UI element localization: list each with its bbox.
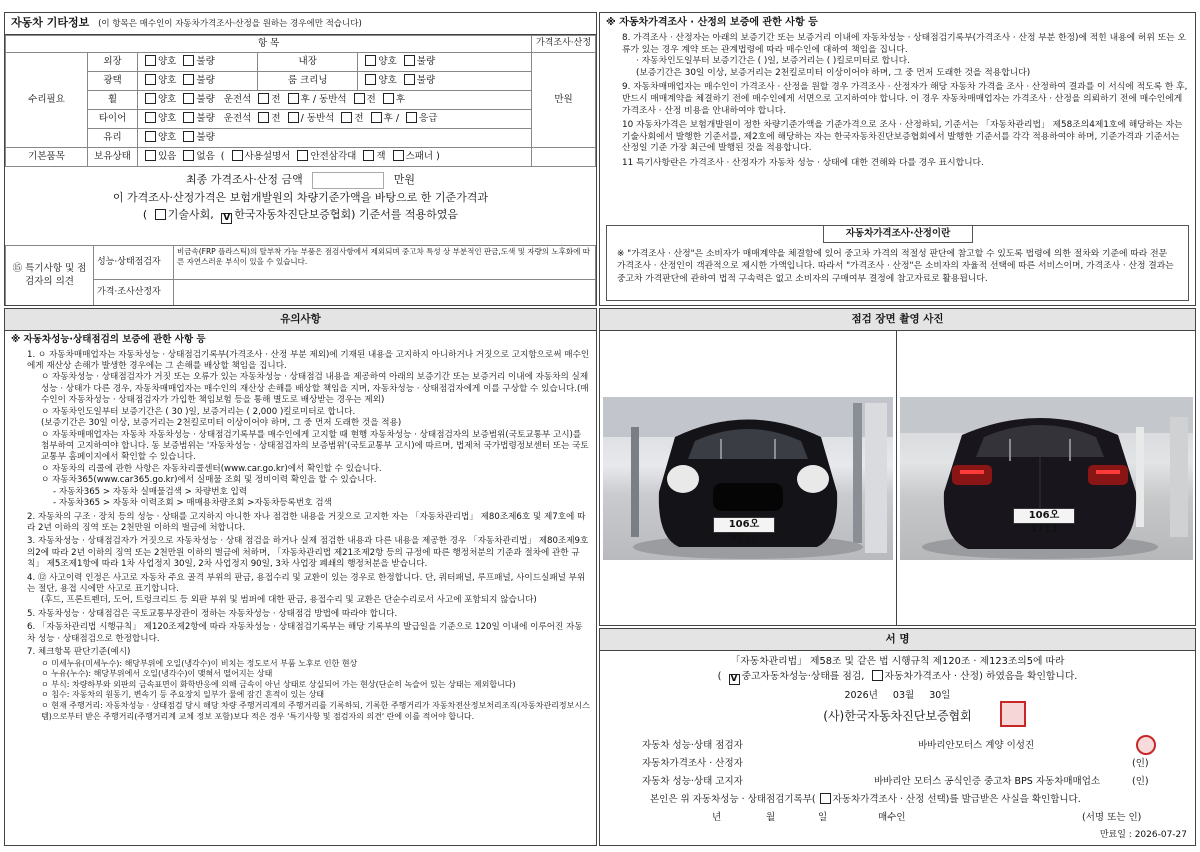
wheel-driver-front-checkbox[interactable] [258,93,269,104]
price-check-checkbox[interactable] [872,670,883,681]
definition-title: 자동차가격조사·산정이란 [823,225,973,243]
note-1d: ㅇ 자동차매매업자는 자동차 자동차성능 · 상태점검기록부를 매수인에게 고지할 때 현행 자동차성능 · 상태점검자의 보증범위(국토교통부 고시)를 첨부하여 고지하여야 합니다. 동 보증범위는 '자동차성능 · 상태점검자의 보증범위'(국토교통부 고시)에 따르며, 법제처 국가법령정보센터 또는 국토교통부 홈페이지에서 확인할 수 있습니다. [41,429,589,463]
col-item: 항 목 [6,36,532,53]
performance-check-checkbox[interactable] [729,674,740,685]
row-exterior: 외장 [88,53,138,72]
row-tire: 타이어 [88,110,138,129]
note-1a: 1. ㅇ 자동차매매업자는 자동차성능 · 상태점검기록부(가격조사 · 산정 부분 제외)에 기재된 내용을 고지하지 아니하거나 거짓으로 고지함으로써 매수인에게 재산상 손해가 발생한 경우에는 그 손해를 배상할 책임을 집니다. [27,349,590,372]
tire-pass-rear-checkbox[interactable] [371,112,382,123]
note-2: 2. 자동차의 구조 · 장치 등의 성능 · 상태를 고지하지 아니한 자나 점검한 내용을 거짓으로 고지한 자는 「자동차관리법」 제80조제6호 및 제7호에 따라 2년 이하의 징역 또는 2천만원 이하의 벌금에 처합니다. [27,511,586,533]
note-1f: ㅇ 자동차365(www.car365.go.kr)에서 실매물 조회 및 정비이력 확인을 할 수 있습니다. [41,475,377,486]
definition-text: ※ "가격조사 · 산정"은 소비자가 매매계약을 체결함에 있어 중고차 가격의 적절성 판단에 참고할 수 있도록 법령에 의한 절차와 기준에 따라 전문 가격조사 · 산정인이 객관적으로 제시한 가액입니다. 따라서 "가격조사 · 산정"은 소비자의 자율적 선택에 따른 서비스이며, 가격조사 · 산정 결과는 중고차 가격판단에 관하여 법적 구속력은 없고 소비자의 구매여부 결정에 참고자료로 활용됩니다. [617,249,1174,284]
note-7d: ㅇ 침수: 자동차의 원동기, 변속기 등 주요장치 일부가 물에 잠긴 흔적이 있는 상태 [41,690,325,700]
final-price-unit: 만원 [393,173,415,186]
note-1f1: - 자동차365 > 자동차 실매물검색 > 차량번호 입력 [53,486,248,497]
exterior-bad-checkbox[interactable] [183,55,194,66]
price-assessor-label: 자동차가격조사 · 산정자 [642,758,743,769]
repair-label: 수리필요 [6,53,88,148]
row-interior: 내장 [258,53,358,72]
gloss-good-checkbox[interactable] [145,74,156,85]
has-checkbox[interactable] [145,150,156,161]
tire-emergency-checkbox[interactable] [406,112,417,123]
col-price: 가격조사·산정 [532,36,596,53]
rear-car-photo [900,397,1193,560]
row-gloss: 광택 [88,72,138,91]
wheel-pass-front-checkbox[interactable] [354,93,365,104]
notes-title: ※ 자동차성능·상태점검의 보증에 관한 사항 등 [11,334,206,345]
glass-good-checkbox[interactable] [145,131,156,142]
wheel-good-checkbox[interactable] [145,93,156,104]
tire-driver-rear-checkbox[interactable] [288,112,299,123]
note-7c: ㅇ 부식: 차량하부와 외판의 금속표면이 화학반응에 의해 금속이 아닌 상태로 상실되어 가는 현상(단순히 녹슬어 있는 상태는 제외합니다) [41,679,516,689]
note-5: 5. 자동차성능 · 상태점검은 국토교통부장관이 정하는 자동차성능 · 상태점검 방법에 따라야 합니다. [27,608,398,619]
note-4b: (후드, 프론트펜더, 도어, 트렁크리드 등 외판 부위 및 범퍼에 대한 판금, 용접수리 및 교환은 단순수리로서 사고에 포함되지 않습니다) [41,595,537,606]
vehicle-info-title-bar [5,13,596,35]
price-opinion-text[interactable] [174,280,596,306]
buyer-label: 매수인 [878,812,906,823]
row-wheel: 휠 [88,91,138,110]
signature-header: 서 명 [600,629,1195,651]
notes-panel [4,308,597,846]
notes-header: 유의사항 [5,309,596,331]
note-1b: ㅇ 자동차성능 · 상태점검자가 거짓 또는 오류가 있는 자동차성능 · 상태점검 내용을 제공하여 아래의 보증기간 또는 보증거리 이내에 자동차의 실제 성능 · 상태가 다른 경우, 자동차매매업자는 매수인의 재산상 손해를 배상할 책임을 지며, 자동차성능 · 상태점검자에게 이를 구상할 수 있습니다.(매수인이 자동차성능 · 상태점검자가 가입한 책임보험 등을 통해 별도로 배상받는 경우는 제외) [41,372,589,406]
price-item-9: 9. 자동차매매업자는 매수인이 가격조사 · 산정을 원할 경우 가격조사 · 산정자가 해당 자동차 가격을 조사 · 산정하여 결과를 이 서식에 적도록 한 후, 반드시 매매계약을 체결하기 전에 매수인에게 서면으로 고지하여야 합니다. 이 경우 자동차매매업자는 가격조사 · 산정을 의뢰하기 전에 매수인에게 가격조사 · 산정 비용을 안내하여야 합니다. [622,82,1188,116]
tire-good-checkbox[interactable] [145,112,156,123]
inspector-seal-icon [1136,735,1156,755]
note-7e: ㅇ 현재 주행거리: 자동차성능 · 상태점검 당시 해당 차량 주행거리계의 주행거리를 기록하되, 기록한 주행거리가 자동차전산정보처리조직(자동차관리정보시스템)으로부터 받은 주행거리(주행거리계 교체 정보 포함)보다 적은 경우 '특기사항 및 점검자의 의견' 란에 이를 적어야 합니다. [41,701,590,721]
price-item-11: 11 특기사항란은 가격조사 · 산정자가 자동차 성능 · 상태에 대한 견해와 다를 경우 표시합니다. [622,158,984,169]
photo-divider [896,331,897,625]
buyer-sign-field[interactable]: (서명 또는 인) [1082,812,1142,823]
final-price-label: 최종 가격조사·산정 금액 [185,173,303,186]
price-item-8: 8. 가격조사 · 산정자는 아래의 보증기간 또는 보증거리 이내에 자동차성능 · 상태점검기록부(가격조사 · 산정 부분 한정)에 적힌 내용에 허위 또는 오류가 있는 경우 계약 또는 관계법령에 따라 매수인에 대하여 책임을 집니다. [622,33,1186,55]
inspector-label: 자동차 성능·상태 점검자 [642,740,743,751]
signature-panel: 서 명 「자동차관리법」 제58조 및 같은 법 시행규칙 제120조 · 제123조의5에 따라 ( V중고자동차성능·상태를 점검, 자동차가격조사 · 산정) 하였음을 확인합니다. 2026년 03월 30일 (사)한국자동차진단보증협회 자동차 성능·상태 점검자 바바리안모터스 계양 이성진 자동차가격조사 · 산정자 (인) 자동차 성능·상태 고지자 바바리안 모터스 공식인증 중고차 BPS 자동차매매업소 (인) 본인은 위 자동차성능 · 상태점검기록부( 자동차가격조사 · 산정 선택)를 발급받은 사실을 확인합니다. 년 월 일 매수인 (서명 또는 인) 만료일 : 2026-07-27 [599,628,1196,846]
tire-pass-front-checkbox[interactable] [341,112,352,123]
association-name: (사)한국자동차진단보증협회 [823,708,972,723]
notifier-name: 바바리안 모터스 공식인증 중고차 BPS 자동차매매업소 [874,776,1101,787]
vehicle-info-title-note: (이 항목은 매수인이 자동차가격조사·산정을 원하는 경우에만 적습니다) [98,19,362,29]
sign-year: 2026년 [844,689,878,701]
inspection-opinion-label: 성능·상태점검자 [94,246,174,280]
note-1c2: (보증기간은 30일 이상, 보증거리는 2천킬로미터 이상이어야 하며, 그 중 먼저 도래한 것을 적용) [41,418,402,429]
rear-license-plate: 106오 3711 [1013,508,1075,524]
wheel-pass-rear-checkbox[interactable] [383,93,394,104]
interior-bad-checkbox[interactable] [404,55,415,66]
cleaning-good-checkbox[interactable] [365,74,376,85]
vehicle-info-title: 자동차 기타정보 [11,16,90,29]
note-6: 6. 「자동차관리법 시행규칙」 제120조제2항에 따라 자동차성능 · 상태점검기록부는 해당 기록부의 발급일을 기준으로 120일 이내에 이루어진 자동차 성능 · 상태점검으로 한정합니다. [27,622,583,644]
manual-checkbox[interactable] [232,150,243,161]
interior-good-checkbox[interactable] [365,55,376,66]
vehicle-info-panel [4,12,597,306]
note-3: 3. 자동차성능 · 상태점검자가 거짓으로 자동차성능 · 상태 점검을 하거나 실제 점검한 내용과 다른 내용을 제공한 경우 「자동차관리법」 제80조제9호의2에 따라 2년 이하의 징역 또는 2천만원 이하의 벌금에 처하며, 「자동차관리법 제21조제2항 등의 규정에 따른 행정처분의 기준과 절차에 관한 규칙」 제5조제1항에 따라 1차 사업정지 30일, 2차 사업정지 90일, 3차 사업장 폐쇄의 행정처분을 받습니다. [27,536,589,570]
price-opinion-label: 가격·조사산정자 [94,280,174,306]
association-seal-icon [1000,701,1026,727]
price-guarantee-panel [599,12,1196,306]
tire-driver-front-checkbox[interactable] [258,112,269,123]
notifier-label: 자동차 성능·상태 고지자 [642,776,743,787]
tire-bad-checkbox[interactable] [183,112,194,123]
inspection-opinion-text: 비금속(FRP 플라스틱)의 탈부착 가능 부품은 점검사항에서 제외되며 중고차 특성 상 부분적인 판금,도색 및 자량의 노후화에 따른 자연스러운 부식이 있을 수 있습니다. [174,246,596,280]
law-line: 「자동차관리법」 제58조 및 같은 법 시행규칙 제120조 · 제123조의5에 따라 [730,656,1065,667]
none-checkbox[interactable] [183,150,194,161]
definition-box [606,225,1189,301]
price-guarantee-title: ※ 자동차가격조사 · 산정의 보증에 관한 사항 등 [606,17,818,28]
price-unit: 만원 [532,53,596,148]
inspector-name: 바바리안모터스 계양 이성진 [918,740,1035,751]
price-item-8-sub2: (보증기간은 30일 이상, 보증거리는 2천킬로미터 이상이어야 하며, 그 중 먼저 도래한 것을 적용합니다) [636,67,1031,78]
note-7a: ㅇ 미세누유(미세누수): 해당부위에 오일(냉각수)이 비치는 정도로서 부품 노후로 인한 현상 [41,658,358,668]
note-7b: ㅇ 누유(누수): 해당부위에서 오일(냉각수)이 맺혀서 떨어지는 상태 [41,669,273,679]
buyer-price-checkbox[interactable] [820,793,831,804]
holding-label: 보유상태 [88,148,138,167]
kadwa-checkbox[interactable] [221,213,232,224]
special-notes-table: ⑮ 특기사항 및 점검자의 의견 성능·상태점검자 비금속(FRP 플라스틱)의 탈부착 가능 부품은 점검사항에서 제외되며 중고차 특성 상 부분적인 판금,도색 및 자량의 노후화에 따른 자연스러운 부식이 있을 수 있습니다. 가격·조사산정자 [5,245,596,306]
jack-checkbox[interactable] [363,150,374,161]
price-item-10: 10 자동차가격은 보험개발원이 정한 차량기준가액을 기준가격으로 조사 · 산정하되, 기준서는 「자동차관리법」 제58조의4제1호에 해당하는 자는 기술사회에서 발행한 기준서를, 제2호에 해당하는 자는 한국자동차진단보증협회에서 발행한 기준서를 각각 적용하여야 하며, 기준가격과 기준서는 산정일 기준 가장 최근에 발행된 것을 적용합니다. [622,120,1183,154]
triangle-checkbox[interactable] [297,150,308,161]
price-item-8-sub: · 자동차인도일부터 보증기간은 ( )일, 보증거리는 ( )킬로미터로 합니다. [636,56,910,67]
note-4: 4. ⑫ 사고이력 인정은 사고로 자동차 주요 골격 부위의 판금, 용접수리 및 교환이 있는 경우로 한정합니다. 단, 쿼터패널, 루프패널, 사이드실패널 부위는 절단, 용접 시에만 사고로 표기합니다. [27,572,586,595]
repair-table: 항 목 가격조사·산정 수리필요 외장 양호 불량 내장 양호 불량 만원 광택 양호 불량 룸 크리닝 양호 불량 휠 양호 불량 운전석 전 후 / 동반석 전 후 타이어 양호 불량 운전석 전 / 동반석 전 후 / 응급 유리 양호 불량 기본품목 보유상태 있음 없음 ( 사용설명서 안전삼각대 잭 스패너 ) [5,35,596,167]
photos-panel [599,308,1196,626]
note-1e: ㅇ 자동차의 리콜에 관한 사항은 자동차리콜센터(www.car.go.kr)에서 확인할 수 있습니다. [41,463,382,474]
wheel-bad-checkbox[interactable] [183,93,194,104]
special-notes-label: 특기사항 및 점검자의 의견 [25,263,87,287]
cleaning-bad-checkbox[interactable] [404,74,415,85]
front-license-plate: 106오 3711 [713,517,775,533]
glass-bad-checkbox[interactable] [183,131,194,142]
technician-society-checkbox[interactable] [155,209,166,220]
row-glass: 유리 [88,129,138,148]
gloss-bad-checkbox[interactable] [183,74,194,85]
note-1f2: - 자동차365 > 자동차 이력조회 > 매매용차량조회 >자동차등록번호 검색 [53,498,332,509]
final-price-section: 최종 가격조사·산정 금액 만원 이 가격조사·산정가격은 보험개발원의 차량기준가액을 바탕으로 한 기준가격과 ( 기술사회, V 한국자동차진단보증협회) 기준서를 적용하였음 [5,167,596,224]
row-room-cleaning: 룸 크리닝 [258,72,358,91]
note-1c: ㅇ 자동차인도일부터 보증기간은 ( 30 )일, 보증거리는 ( 2,000 )킬로미터로 합니다. [41,406,356,417]
photos-header: 점검 장면 촬영 사진 [600,309,1195,331]
front-car-photo [603,397,893,560]
final-price-input[interactable] [312,172,384,189]
expiry-date: 만료일 : 2026-07-27 [1099,830,1187,841]
basis-line1: 이 가격조사·산정가격은 보험개발원의 차량기준가액을 바탕으로 한 기준가격과 [112,190,489,204]
basic-label: 기본품목 [6,148,88,167]
spanner-checkbox[interactable] [393,150,404,161]
note-7: 7. 체크항목 판단기준(예시) [27,647,131,658]
wheel-driver-rear-checkbox[interactable] [288,93,299,104]
sign-day: 30일 [929,689,951,701]
sign-month: 03월 [892,689,915,701]
exterior-good-checkbox[interactable] [145,55,156,66]
